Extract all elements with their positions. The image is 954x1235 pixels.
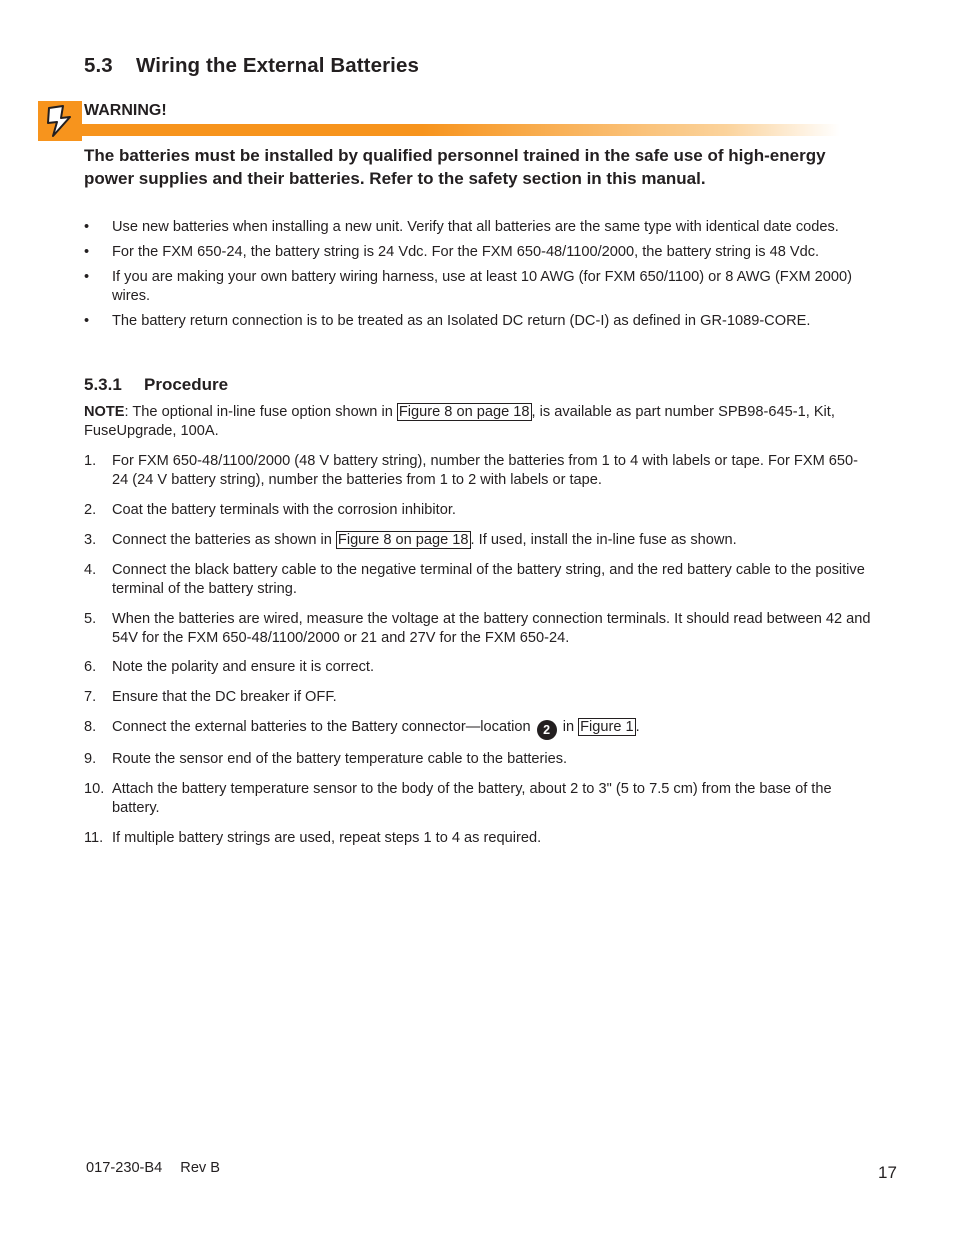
step-number: 8. [84,719,97,735]
warning-rule [80,124,840,136]
step-text-after: . If used, install the in-line fuse as shown. [470,532,737,548]
list-item: • If you are making your own battery wiring harness, use at least 10 AWG (for FXM 650/1100) or 8 AWG (FXM 2000) wires. [84,268,874,306]
step-item [84,658,874,677]
subsection-number: 5.3.1 [84,375,122,394]
step-number: 10. [84,781,105,797]
note-text-before: : The optional in-line fuse option shown in [124,404,397,420]
note-text-after: , is available as part number SPB98-645-1, Kit, FuseUpgrade, 100A. [84,404,835,439]
step-number: 11. [84,830,104,846]
step-item [84,829,874,848]
requirements-list [84,218,874,337]
warning-label: WARNING! [84,102,167,119]
list-item: • Use new batteries when installing a new unit. Verify that all batteries are the same type with identical date codes. [84,218,874,237]
step-number: 3. [84,532,97,548]
page-number: 17 [878,1163,897,1182]
subsection-heading [84,375,228,395]
figure-8-link[interactable]: Figure 8 on page 18 [337,532,469,548]
list-item: • The battery return connection is to be treated as an Isolated DC return (DC-I) as defined in GR-1089-CORE. [84,312,874,331]
step-item [84,688,874,707]
step-item [84,610,874,648]
document-id [86,1160,220,1176]
step-text-before: Connect the batteries as shown in [112,532,336,548]
subsection-title: Procedure [144,375,229,394]
step-text: Route the sensor end of the battery temperature cable to the batteries. [112,751,568,767]
step-item [84,531,874,550]
step-text: If multiple battery strings are used, repeat steps 1 to 4 as required. [112,830,542,846]
step-item [84,718,874,740]
list-item: • For the FXM 650-24, the battery string is 24 Vdc. For the FXM 650-48/1100/2000, the battery string is 48 Vdc. [84,243,874,262]
step-text: Note the polarity and ensure it is correct. [112,659,375,675]
step-item [84,501,874,520]
step-text-middle: in [558,719,579,735]
section-title: Wiring the External Batteries [136,54,419,77]
step-number: 1. [84,453,97,469]
step-text: Attach the battery temperature sensor to the body of the battery, about 2 to 3" (5 to 7.5 cm) from the base of the battery. [112,781,832,816]
step-number: 9. [84,751,97,767]
step-text: For FXM 650-48/1100/2000 (48 V battery string), number the batteries from 1 to 4 with labels or tape. For FXM 650-24 (24 V battery string), number the batteries from 1 to 2 with labels or tape. [112,453,858,488]
figure-8-link[interactable]: Figure 8 on page 18 [398,404,530,420]
step-text: Connect the black battery cable to the negative terminal of the battery string, and the red battery cable to the positive terminal of the battery string. [112,562,865,597]
step-number: 4. [84,562,97,578]
warning-text: The batteries must be installed by qualified personnel trained in the safe use of high-energy power supplies and their batteries. Refer to the safety section in this manual. [84,146,826,188]
step-text-before: Connect the external batteries to the Battery connector—location [112,719,535,735]
step-item [84,561,874,599]
step-item [84,452,874,490]
doc-number: 017-230-B4 [86,1160,163,1176]
step-text: Ensure that the DC breaker if OFF. [112,689,337,705]
section-number: 5.3 [84,54,113,77]
procedure-steps [84,452,874,848]
step-number: 7. [84,689,97,705]
step-text-after: . [635,719,640,735]
step-text: When the batteries are wired, measure the voltage at the battery connection terminals. It should read between 42 and 54V for the FXM 650-48/1100/2000 or 21 and 27V for the FXM 650-24. [112,611,871,646]
location-badge: 2 [537,720,557,740]
step-item [84,780,874,818]
section-heading [84,54,419,78]
electrical-hazard-icon [38,101,82,141]
note-label: NOTE [84,404,125,420]
step-number: 6. [84,659,97,675]
step-item [84,750,874,769]
step-number: 2. [84,502,97,518]
step-text: Coat the battery terminals with the corrosion inhibitor. [112,502,456,518]
doc-revision: Rev B [180,1160,221,1176]
step-number: 5. [84,611,97,627]
figure-1-link[interactable]: Figure 1 [580,719,634,735]
note-paragraph [84,403,854,441]
